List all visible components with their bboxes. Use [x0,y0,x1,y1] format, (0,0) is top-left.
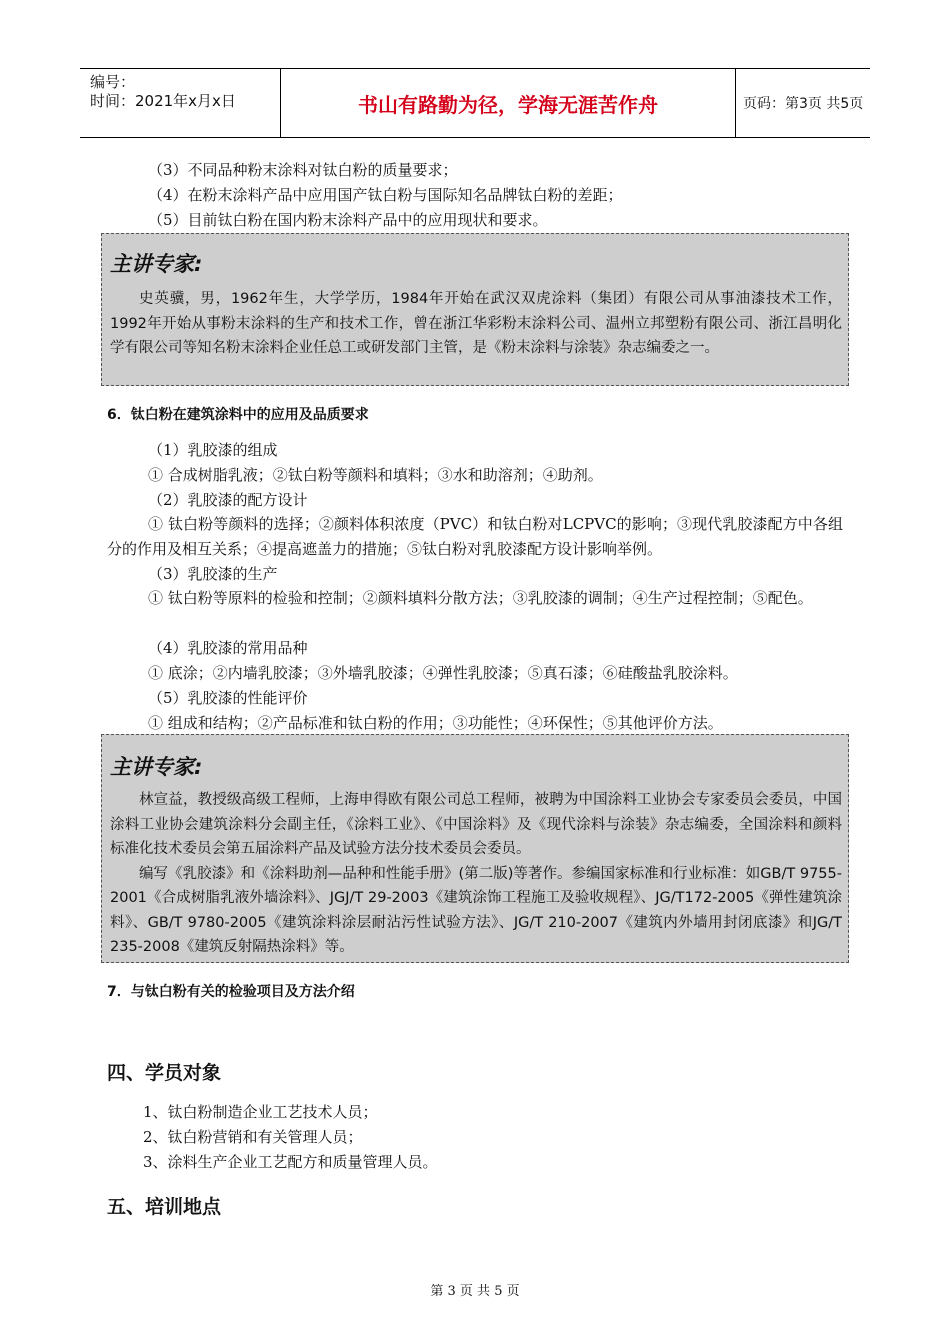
header-motto: 书山有路勤为径，学海无涯苦作舟 [280,69,736,137]
list-item: （3）不同品种粉末涂料对钛白粉的质量要求； [148,161,458,179]
expert-bio-text: 编写《乳胶漆》和《涂料助剂—品种和性能手册》(第二版)等著作。参编国家标准和行业标准：如GB/T 9755-2001《合成树脂乳液外墙涂料》、JGJ/T 29-2003《建筑涂饰工程施工及验收规程》、JG/T172-2005《弹性建筑涂料》、GB/T 9780-2005《建筑涂料涂层耐沾污性试验方法》、JG/T 210-2007《建筑内外墙用封闭底漆》和JG/T 235-2008《建筑反射隔热涂料》等。 [110,865,842,955]
list-item: （1）乳胶漆的组成 [148,441,278,459]
list-item: 2、钛白粉营销和有关管理人员； [143,1128,363,1146]
expert-bio-text: 史英骥，男，1962年生，大学学历，1984年开始在武汉双虎涂料（集团）有限公司从事油漆技术工作，1992年开始从事粉末涂料的生产和技术工作，曾在浙江华彩粉末涂料公司、温州立邦塑粉有限公司、浙江昌明化学有限公司等知名粉末涂料企业任总工或研发部门主管，是《粉末涂料与涂装》杂志编委之一。 [110,291,842,356]
section-heading: 五、培训地点 [107,1196,222,1218]
list-item: 1、钛白粉制造企业工艺技术人员； [143,1103,378,1121]
list-item: ① 底涂；②内墙乳胶漆；③外墙乳胶漆；④弹性乳胶漆；⑤真石漆；⑥硅酸盐乳胶涂料。 [148,664,738,682]
page-footer: 第 3 页 共 5 页 [430,1284,520,1299]
header-page-info: 页码：第3页 共5页 [743,96,864,112]
section-heading: 四、学员对象 [107,1062,222,1084]
expert-bio-text: 林宣益，教授级高级工程师，上海申得欧有限公司总工程师，被聘为中国涂料工业协会专家委员会委员，中国涂料工业协会建筑涂料分会副主任，《涂料工业》、《中国涂料》及《现代涂料与涂装》杂志编委，全国涂料和颜料标准化技术委员会第五届涂料产品及试验方法分技术委员会委员。 [110,792,842,857]
list-item: 3、涂料生产企业工艺配方和质量管理人员。 [143,1153,438,1171]
section-heading: 6．钛白粉在建筑涂料中的应用及品质要求 [107,407,369,423]
list-item: （2）乳胶漆的配方设计 [148,491,308,509]
date-label: 时间：2021年x月x日 [90,92,236,110]
page-header [80,68,870,138]
header-meta [80,69,280,137]
list-item: ① 组成和结构；②产品标准和钛白粉的作用；③功能性；④环保性；⑤其他评价方法。 [148,714,723,732]
expert-title: 主讲专家: [110,252,203,276]
expert-bio [110,788,842,960]
list-item: （5）乳胶漆的性能评价 [148,689,308,707]
list-item: （4）乳胶漆的常用品种 [148,639,308,657]
expert-box [101,233,849,386]
list-item: ① 合成树脂乳液；②钛白粉等颜料和填料；③水和助溶剂；④助剂。 [148,466,603,484]
paragraph: ① 钛白粉等颜料的选择；②颜料体积浓度（PVC）和钛白粉对LCPVC的影响；③现代乳胶漆配方中各组分的作用及相互关系；④提高遮盖力的措施；⑤钛白粉对乳胶漆配方设计影响举例。 [107,515,843,558]
paragraph: ① 钛白粉等原料的检验和控制；②颜料填料分散方法；③乳胶漆的调制；④生产过程控制；⑤配色。 [148,589,813,607]
expert-box [101,734,849,963]
list-item: （3）乳胶漆的生产 [148,565,278,583]
serial-label: 编号： [90,73,136,91]
expert-title: 主讲专家: [110,755,203,779]
section-heading: 7．与钛白粉有关的检验项目及方法介绍 [107,984,355,1000]
expert-bio [110,287,842,361]
list-item: （5）目前钛白粉在国内粉末涂料产品中的应用现状和要求。 [148,211,548,229]
list-item: （4）在粉末涂料产品中应用国产钛白粉与国际知名品牌钛白粉的差距； [148,186,623,204]
